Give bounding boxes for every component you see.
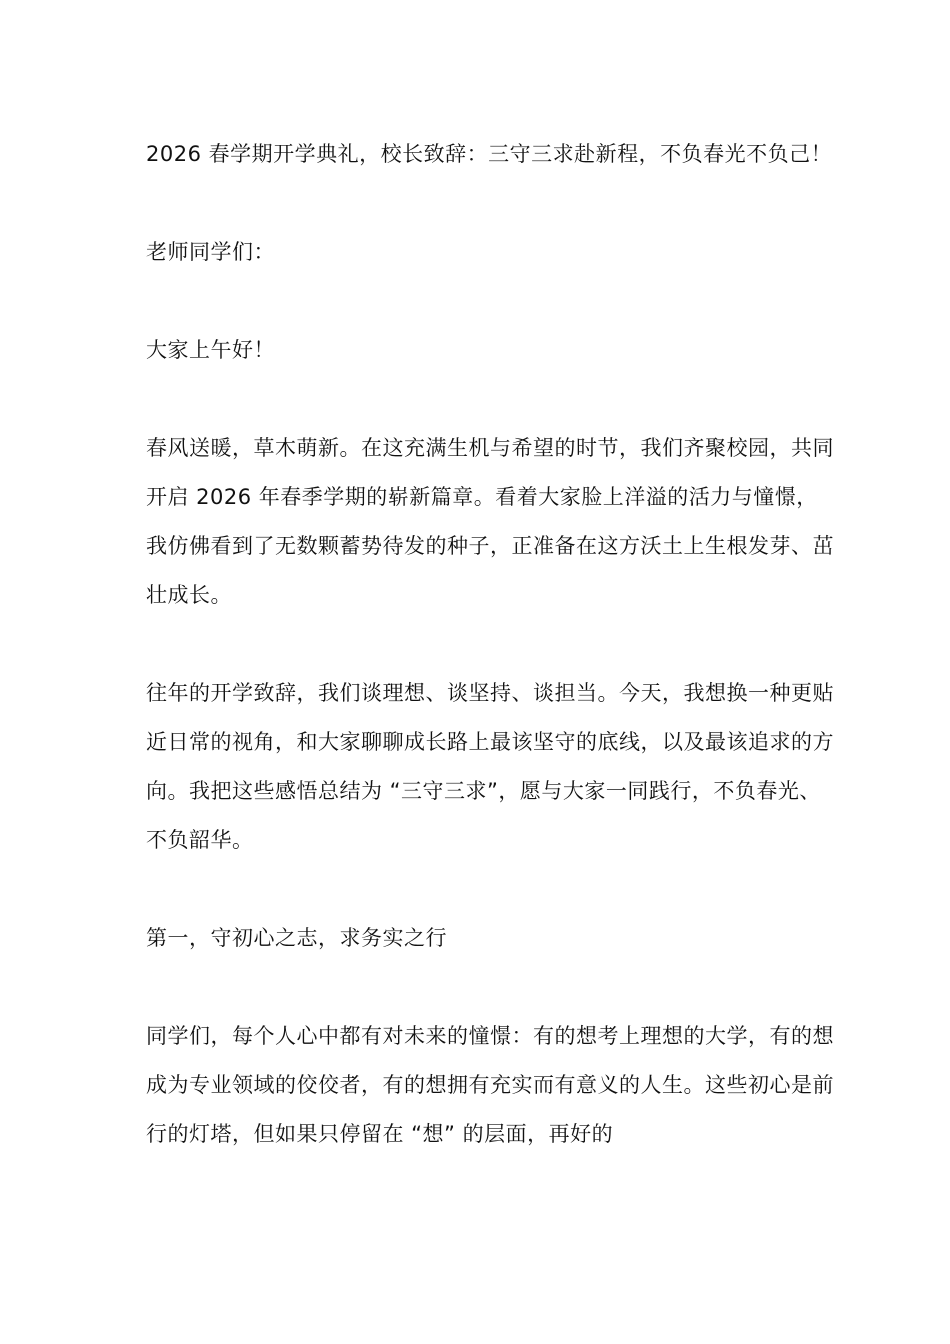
salutation: 老师同学们：: [146, 240, 275, 264]
body-paragraph: 春风送暖，草木萌新。在这充满生机与希望的时节，我们齐聚校园，共同开启 2026 年春季学期的崭新篇章。看着大家脸上洋溢的活力与憧憬，我仿佛看到了无数颗蓄势待发的种子，正准备在这方沃土上生根发芽、茁壮成长。: [146, 436, 834, 607]
paragraph-spacer: [146, 375, 836, 424]
paragraph-spacer: [146, 277, 836, 326]
greeting: 大家上午好！: [146, 338, 275, 362]
section-heading: 第一，守初心之志，求务实之行: [146, 926, 447, 950]
paragraph-spacer: [146, 865, 836, 914]
paragraph-spacer: [146, 963, 836, 1012]
body-paragraph: 往年的开学致辞，我们谈理想、谈坚持、谈担当。今天，我想换一种更贴近日常的视角，和大家聊聊成长路上最该坚守的底线，以及最该追求的方向。我把这些感悟总结为 “三守三求”，愿与大家一同践行，不负春光、不负韶华。: [146, 681, 834, 852]
body-paragraph: 同学们，每个人心中都有对未来的憧憬：有的想考上理想的大学，有的想成为专业领域的佼佼者，有的想拥有充实而有意义的人生。这些初心是前行的灯塔，但如果只停留在 “想” 的层面，再好的: [146, 1024, 834, 1146]
paragraph-spacer: [146, 179, 836, 228]
document-title: 2026 春学期开学典礼，校长致辞：三守三求赴新程，不负春光不负己！: [146, 142, 833, 166]
document-body: [146, 130, 836, 1159]
paragraph-spacer: [146, 620, 836, 669]
